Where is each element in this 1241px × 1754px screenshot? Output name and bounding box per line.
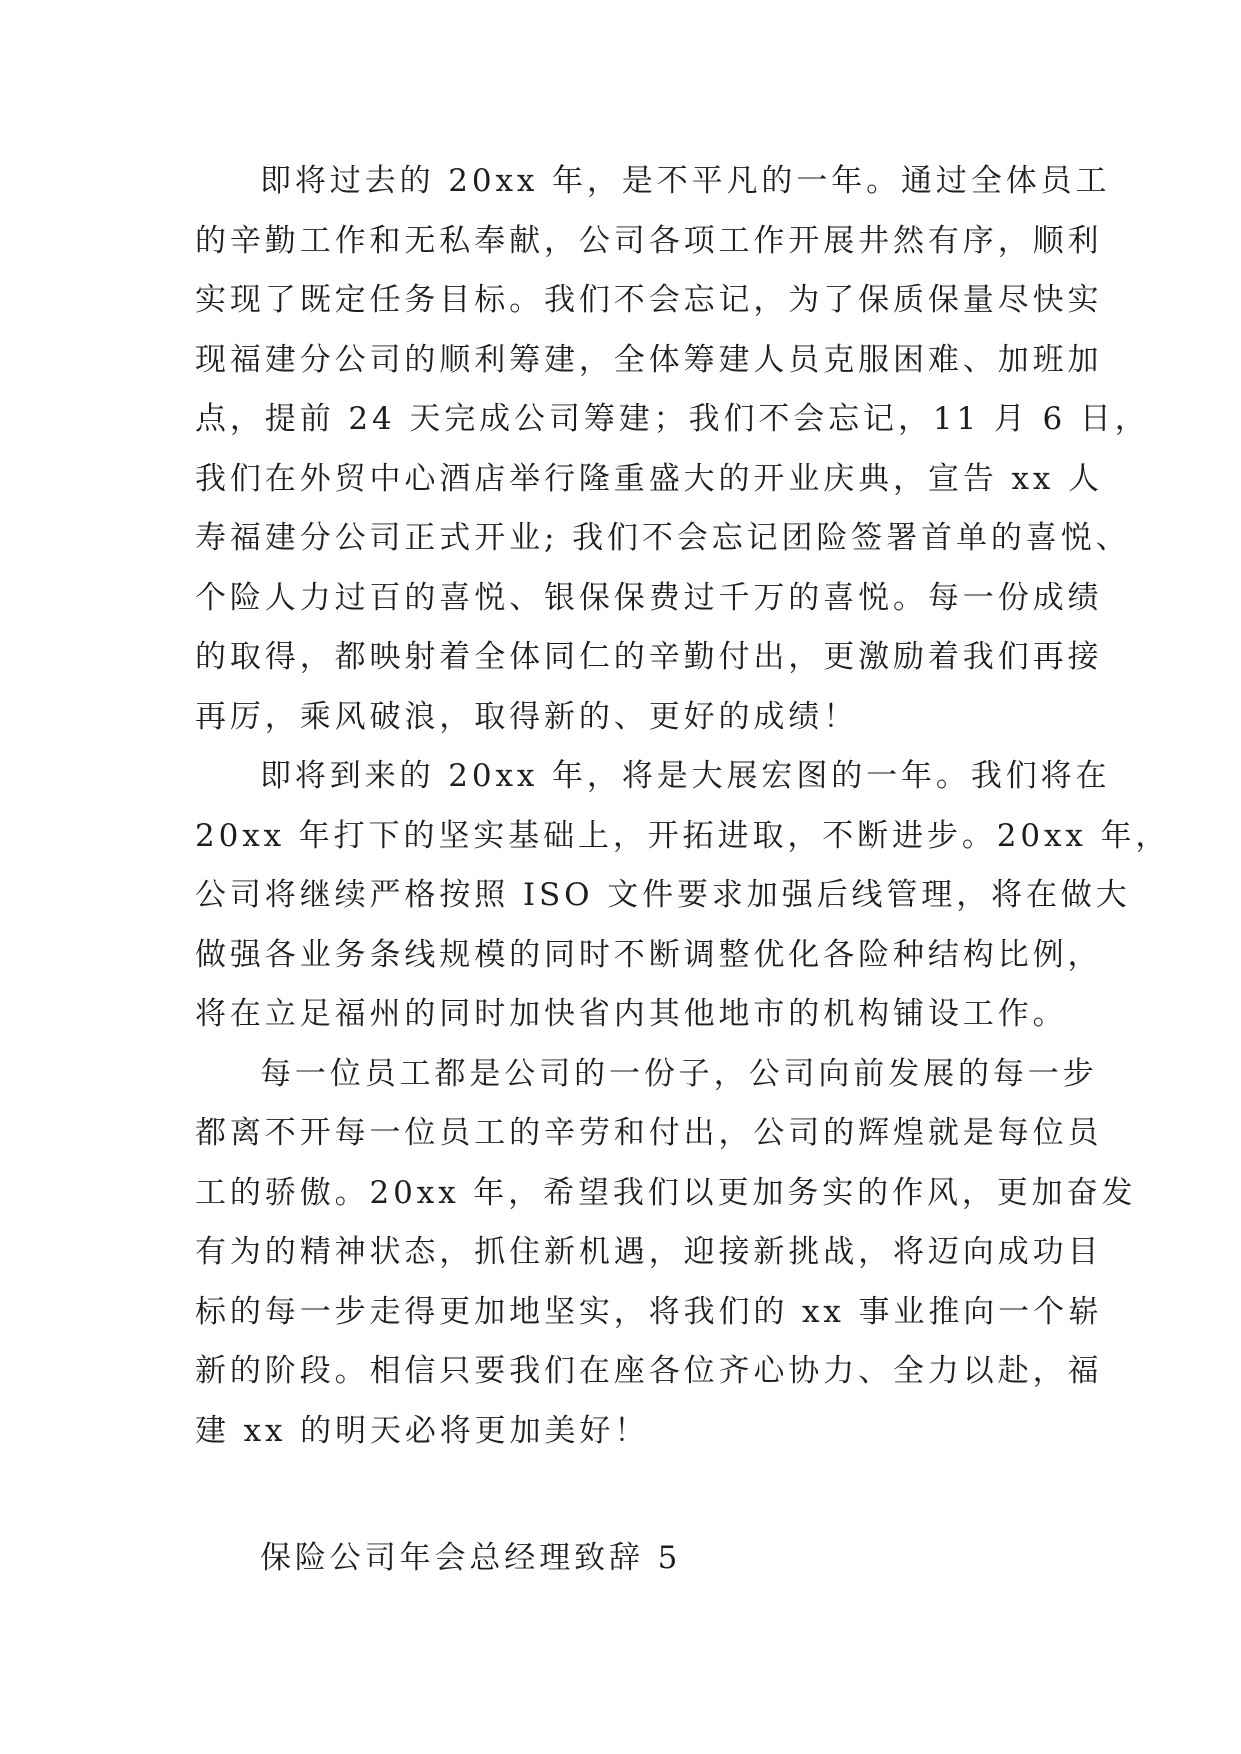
text-line: 每一位员工都是公司的一份子，公司向前发展的每一步 — [260, 1055, 1098, 1092]
section-heading: 保险公司年会总经理致辞 5 — [260, 1540, 682, 1576]
text-line: 点，提前 24 天完成公司筹建；我们不会忘记，11 月 6 日， — [195, 401, 1150, 437]
text-line: 个险人力过百的喜悦、银保保费过千万的喜悦。每一份成绩 — [195, 579, 1103, 616]
text-line: 的辛勤工作和无私奉献，公司各项工作开展井然有序，顺利 — [195, 222, 1103, 259]
body-text — [195, 152, 1171, 1461]
text-line: 即将到来的 20xx 年，将是大展宏图的一年。我们将在 — [260, 758, 1111, 794]
text-line: 再厉，乘风破浪，取得新的、更好的成绩！ — [195, 698, 859, 735]
text-line: 我们在外贸中心酒店举行隆重盛大的开业庆典，宣告 xx 人 — [195, 460, 1103, 497]
text-line: 的取得，都映射着全体同仁的辛勤付出，更激励着我们再接 — [195, 639, 1103, 675]
text-line: 做强各业务条线规模的同时不断调整优化各险种结构比例， — [195, 936, 1103, 973]
text-line: 工的骄傲。20xx 年，希望我们以更加务实的作风，更加奋发 — [195, 1174, 1137, 1211]
text-line: 寿福建分公司正式开业; 我们不会忘记团险签署首单的喜悦、 — [195, 520, 1131, 556]
text-line: 将在立足福州的同时加快省内其他地市的机构铺设工作。 — [195, 996, 1068, 1032]
text-line: 建 xx 的明天必将更加美好！ — [195, 1412, 650, 1449]
text-line: 都离不开每一位员工的辛劳和付出，公司的辉煌就是每位员 — [195, 1115, 1103, 1151]
text-line: 新的阶段。相信只要我们在座各位齐心协力、全力以赴，福 — [195, 1353, 1103, 1389]
text-line: 有为的精神状态，抓住新机遇，迎接新挑战，将迈向成功目 — [195, 1234, 1103, 1270]
text-line: 即将过去的 20xx 年，是不平凡的一年。通过全体员工 — [260, 163, 1111, 199]
text-line: 现福建分公司的顺利筹建，全体筹建人员克服困难、加班加 — [195, 341, 1103, 378]
text-line: 20xx 年打下的坚实基础上，开拓进取，不断进步。20xx 年， — [195, 817, 1171, 854]
text-line: 公司将继续严格按照 ISO 文件要求加强后线管理，将在做大 — [195, 877, 1131, 913]
text-line: 标的每一步走得更加地坚实，将我们的 xx 事业推向一个崭 — [195, 1293, 1103, 1330]
text-line: 实现了既定任务目标。我们不会忘记，为了保质保量尽快实 — [195, 282, 1103, 318]
